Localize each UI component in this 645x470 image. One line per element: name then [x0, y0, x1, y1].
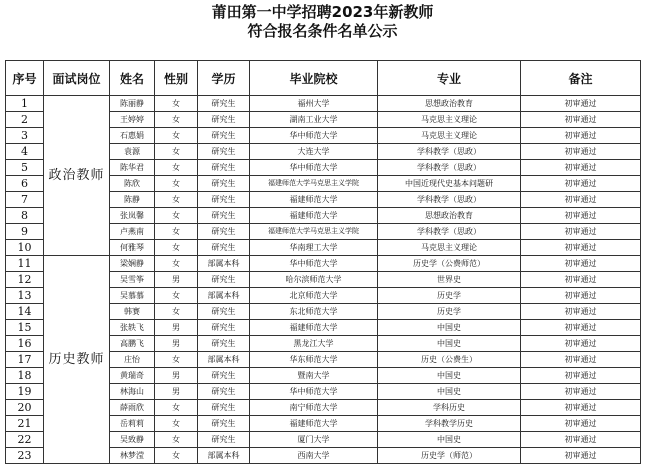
cell-gender: 女 — [155, 448, 198, 464]
cell-no: 19 — [6, 384, 44, 400]
cell-name: 吴慕慕 — [110, 288, 155, 304]
cell-position: 政治教师 — [44, 96, 110, 256]
cell-major: 中国史 — [378, 320, 521, 336]
cell-gender: 女 — [155, 416, 198, 432]
cell-major: 中国史 — [378, 432, 521, 448]
cell-degree: 研究生 — [198, 336, 250, 352]
cell-degree: 研究生 — [198, 384, 250, 400]
candidate-table — [5, 60, 641, 464]
cell-degree: 部属本科 — [198, 288, 250, 304]
cell-no: 15 — [6, 320, 44, 336]
cell-no: 18 — [6, 368, 44, 384]
cell-note: 初审通过 — [521, 320, 641, 336]
cell-major: 历史学（师范） — [378, 448, 521, 464]
cell-gender: 女 — [155, 128, 198, 144]
cell-degree: 研究生 — [198, 208, 250, 224]
cell-name: 石惠娟 — [110, 128, 155, 144]
cell-note: 初审通过 — [521, 160, 641, 176]
cell-gender: 女 — [155, 160, 198, 176]
cell-no: 13 — [6, 288, 44, 304]
cell-name: 张轶飞 — [110, 320, 155, 336]
cell-degree: 研究生 — [198, 320, 250, 336]
cell-major: 思想政治教育 — [378, 208, 521, 224]
cell-degree: 研究生 — [198, 368, 250, 384]
cell-name: 王婷婷 — [110, 112, 155, 128]
cell-name: 陈丽静 — [110, 96, 155, 112]
cell-major: 马克思主义理论 — [378, 112, 521, 128]
cell-name: 张岚馨 — [110, 208, 155, 224]
header-gender: 性别 — [155, 61, 198, 96]
cell-name: 林梦滢 — [110, 448, 155, 464]
cell-note: 初审通过 — [521, 400, 641, 416]
cell-school: 华中师范大学 — [250, 128, 378, 144]
cell-note: 初审通过 — [521, 352, 641, 368]
cell-degree: 研究生 — [198, 272, 250, 288]
cell-degree: 研究生 — [198, 192, 250, 208]
cell-name: 吴雪筝 — [110, 272, 155, 288]
cell-major: 历史（公费生） — [378, 352, 521, 368]
cell-degree: 研究生 — [198, 144, 250, 160]
cell-position: 历史教师 — [44, 256, 110, 464]
cell-no: 16 — [6, 336, 44, 352]
cell-school: 南宁师范大学 — [250, 400, 378, 416]
cell-name: 岳莉莉 — [110, 416, 155, 432]
cell-major: 学科教学（思政） — [378, 144, 521, 160]
cell-note: 初审通过 — [521, 336, 641, 352]
cell-name: 韩赛 — [110, 304, 155, 320]
cell-name: 林海山 — [110, 384, 155, 400]
cell-school: 华中师范大学 — [250, 256, 378, 272]
cell-no: 10 — [6, 240, 44, 256]
cell-note: 初审通过 — [521, 256, 641, 272]
cell-degree: 部属本科 — [198, 448, 250, 464]
cell-name: 梁娴静 — [110, 256, 155, 272]
cell-school: 湖南工业大学 — [250, 112, 378, 128]
cell-major: 学科教学（思政） — [378, 224, 521, 240]
cell-school: 福建师范大学 — [250, 320, 378, 336]
cell-gender: 男 — [155, 272, 198, 288]
cell-name: 吴致静 — [110, 432, 155, 448]
cell-school: 福建师范大学 — [250, 416, 378, 432]
cell-school: 华南理工大学 — [250, 240, 378, 256]
cell-major: 历史学（公费师范） — [378, 256, 521, 272]
cell-no: 21 — [6, 416, 44, 432]
cell-name: 袁源 — [110, 144, 155, 160]
cell-school: 福州大学 — [250, 96, 378, 112]
cell-no: 22 — [6, 432, 44, 448]
cell-gender: 女 — [155, 288, 198, 304]
cell-name: 卢燕南 — [110, 224, 155, 240]
cell-note: 初审通过 — [521, 192, 641, 208]
cell-name: 何雅琴 — [110, 240, 155, 256]
cell-major: 马克思主义理论 — [378, 240, 521, 256]
cell-school: 华中师范大学 — [250, 160, 378, 176]
header-note: 备注 — [521, 61, 641, 96]
cell-major: 中国近现代史基本问题研 — [378, 176, 521, 192]
cell-major: 中国史 — [378, 384, 521, 400]
cell-degree: 研究生 — [198, 432, 250, 448]
cell-school: 福建师范大学 — [250, 208, 378, 224]
cell-degree: 部属本科 — [198, 256, 250, 272]
header-name: 姓名 — [110, 61, 155, 96]
cell-gender: 女 — [155, 144, 198, 160]
cell-name: 陈欣 — [110, 176, 155, 192]
cell-gender: 男 — [155, 384, 198, 400]
cell-note: 初审通过 — [521, 272, 641, 288]
cell-no: 9 — [6, 224, 44, 240]
cell-major: 学科历史 — [378, 400, 521, 416]
table-row — [6, 256, 641, 272]
cell-gender: 女 — [155, 112, 198, 128]
cell-note: 初审通过 — [521, 432, 641, 448]
cell-major: 历史学 — [378, 288, 521, 304]
cell-school: 福建师范大学马克思主义学院 — [250, 176, 378, 192]
cell-school: 厦门大学 — [250, 432, 378, 448]
cell-no: 4 — [6, 144, 44, 160]
cell-school: 福建师范大学马克思主义学院 — [250, 224, 378, 240]
cell-gender: 女 — [155, 400, 198, 416]
header-major: 专业 — [378, 61, 521, 96]
cell-major: 中国史 — [378, 368, 521, 384]
cell-school: 华中师范大学 — [250, 384, 378, 400]
cell-no: 20 — [6, 400, 44, 416]
cell-major: 学科教学（思政） — [378, 160, 521, 176]
cell-school: 东北师范大学 — [250, 304, 378, 320]
cell-note: 初审通过 — [521, 240, 641, 256]
cell-gender: 女 — [155, 256, 198, 272]
cell-degree: 研究生 — [198, 304, 250, 320]
cell-note: 初审通过 — [521, 128, 641, 144]
cell-degree: 研究生 — [198, 240, 250, 256]
header-school: 毕业院校 — [250, 61, 378, 96]
cell-no: 5 — [6, 160, 44, 176]
cell-major: 历史学 — [378, 304, 521, 320]
cell-school: 福建师范大学 — [250, 192, 378, 208]
title-block — [0, 0, 645, 41]
cell-no: 11 — [6, 256, 44, 272]
cell-school: 华东师范大学 — [250, 352, 378, 368]
cell-note: 初审通过 — [521, 176, 641, 192]
cell-no: 17 — [6, 352, 44, 368]
cell-degree: 研究生 — [198, 128, 250, 144]
cell-note: 初审通过 — [521, 144, 641, 160]
header-degree: 学历 — [198, 61, 250, 96]
table-row — [6, 96, 641, 112]
document-title: 莆田第一中学招聘2023年新教师 — [211, 3, 434, 21]
header-no: 序号 — [6, 61, 44, 96]
cell-note: 初审通过 — [521, 448, 641, 464]
cell-gender: 女 — [155, 208, 198, 224]
cell-major: 思想政治教育 — [378, 96, 521, 112]
cell-no: 8 — [6, 208, 44, 224]
cell-school: 黑龙江大学 — [250, 336, 378, 352]
cell-no: 6 — [6, 176, 44, 192]
cell-note: 初审通过 — [521, 368, 641, 384]
cell-gender: 女 — [155, 240, 198, 256]
cell-gender: 女 — [155, 304, 198, 320]
cell-no: 14 — [6, 304, 44, 320]
cell-degree: 研究生 — [198, 160, 250, 176]
cell-degree: 研究生 — [198, 400, 250, 416]
cell-note: 初审通过 — [521, 288, 641, 304]
cell-no: 12 — [6, 272, 44, 288]
cell-no: 1 — [6, 96, 44, 112]
cell-major: 马克思主义理论 — [378, 128, 521, 144]
cell-name: 黄瑞奇 — [110, 368, 155, 384]
table-body — [6, 96, 641, 464]
cell-note: 初审通过 — [521, 416, 641, 432]
cell-gender: 女 — [155, 224, 198, 240]
cell-gender: 女 — [155, 96, 198, 112]
cell-note: 初审通过 — [521, 384, 641, 400]
cell-school: 哈尔滨师范大学 — [250, 272, 378, 288]
cell-name: 高鹏飞 — [110, 336, 155, 352]
cell-no: 2 — [6, 112, 44, 128]
cell-name: 薛雨欣 — [110, 400, 155, 416]
cell-note: 初审通过 — [521, 112, 641, 128]
cell-note: 初审通过 — [521, 304, 641, 320]
cell-gender: 女 — [155, 432, 198, 448]
cell-gender: 女 — [155, 176, 198, 192]
cell-degree: 研究生 — [198, 112, 250, 128]
header-position: 面试岗位 — [44, 61, 110, 96]
cell-gender: 男 — [155, 336, 198, 352]
cell-no: 3 — [6, 128, 44, 144]
cell-name: 庄怡 — [110, 352, 155, 368]
cell-major: 学科教学历史 — [378, 416, 521, 432]
cell-school: 暨南大学 — [250, 368, 378, 384]
header-row — [6, 61, 641, 96]
cell-name: 陈静 — [110, 192, 155, 208]
cell-no: 23 — [6, 448, 44, 464]
cell-degree: 部属本科 — [198, 352, 250, 368]
cell-school: 北京师范大学 — [250, 288, 378, 304]
cell-degree: 研究生 — [198, 96, 250, 112]
cell-note: 初审通过 — [521, 224, 641, 240]
cell-note: 初审通过 — [521, 208, 641, 224]
cell-school: 大连大学 — [250, 144, 378, 160]
cell-degree: 研究生 — [198, 224, 250, 240]
cell-degree: 研究生 — [198, 176, 250, 192]
cell-name: 陈华君 — [110, 160, 155, 176]
cell-degree: 研究生 — [198, 416, 250, 432]
cell-gender: 女 — [155, 352, 198, 368]
cell-gender: 男 — [155, 320, 198, 336]
cell-school: 西南大学 — [250, 448, 378, 464]
cell-gender: 男 — [155, 368, 198, 384]
cell-gender: 女 — [155, 192, 198, 208]
document-subtitle: 符合报名条件名单公示 — [247, 22, 398, 40]
cell-major: 世界史 — [378, 272, 521, 288]
cell-major: 中国史 — [378, 336, 521, 352]
cell-no: 7 — [6, 192, 44, 208]
cell-note: 初审通过 — [521, 96, 641, 112]
cell-major: 学科教学（思政） — [378, 192, 521, 208]
